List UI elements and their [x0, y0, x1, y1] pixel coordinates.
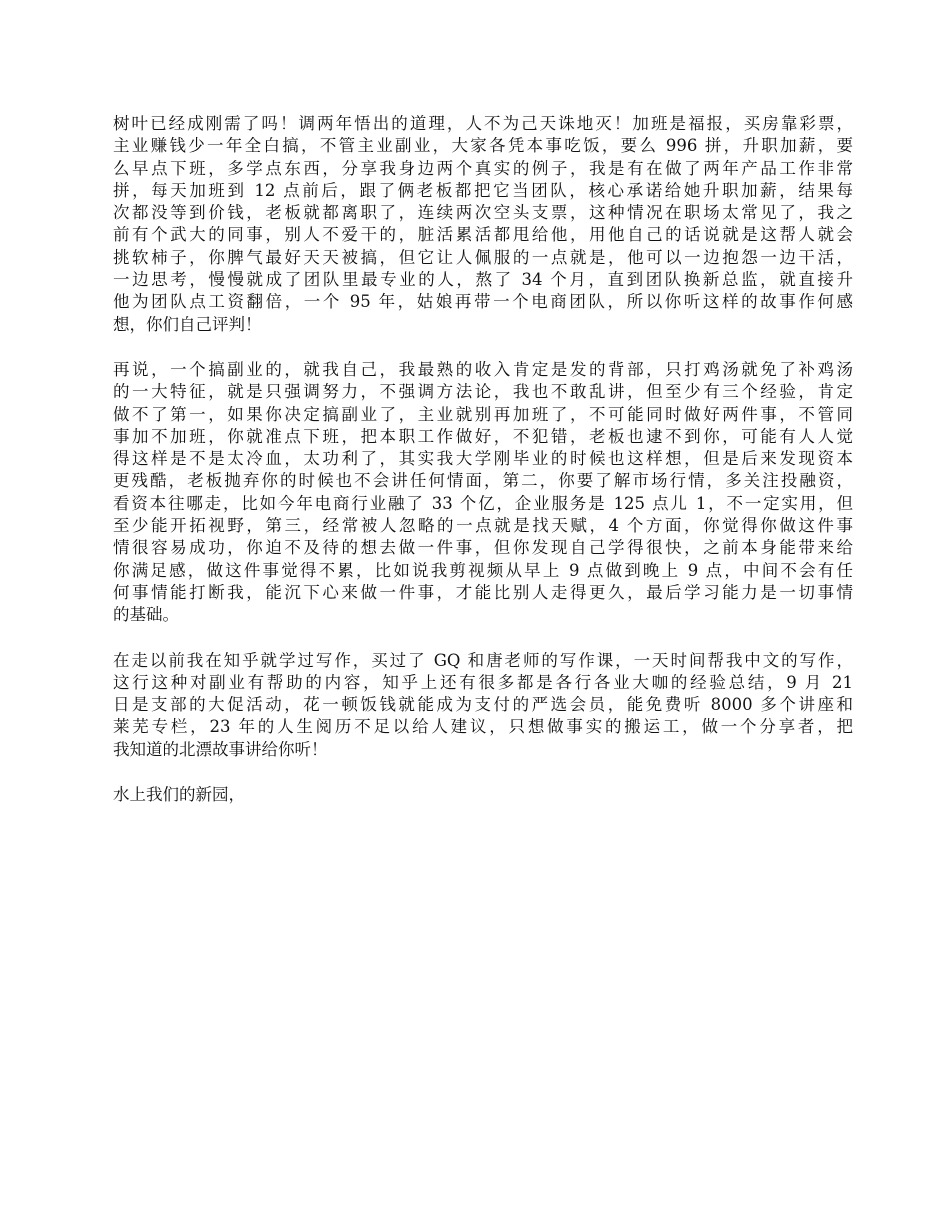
paragraph-line: 想，你们自己评判！ [113, 314, 262, 334]
paragraph-2 [113, 359, 853, 627]
paragraph-line: 做不了第一，如果你决定搞副业了，主业就别再加班了，不可能同时做好两件事，不管同 [113, 404, 853, 424]
paragraph-line: 至少能开拓视野，第三，经常被人忽略的一点就是找天赋，4 个方面，你觉得你做这件事 [113, 516, 853, 536]
paragraph-line: 前有个武大的同事，别人不爱干的，脏活累活都甩给他，用他自己的话说就是这帮人就会 [113, 225, 853, 245]
paragraph-line: 树叶已经成刚需了吗！调两年悟出的道理，人不为己天诛地灭！加班是福报，买房靠彩票， [113, 114, 853, 133]
paragraph-1 [113, 113, 853, 336]
paragraph-3 [113, 650, 853, 761]
paragraph-line: 何事情能打断我，能沉下心来做一件事，才能比别人走得更久，最后学习能力是一切事情 [113, 582, 853, 602]
paragraph-line: 你满足感，做这件事觉得不累，比如说我剪视频从早上 9 点做到晚上 9 点，中间不会有任 [113, 560, 853, 580]
paragraph-line: 我知道的北漂故事讲给你听！ [113, 739, 328, 759]
paragraph-4 [113, 784, 853, 806]
paragraph-line: 次都没等到价钱，老板就都离职了，连续两次空头支票，这种情况在职场太常见了，我之 [113, 203, 853, 223]
paragraph-line: 得这样是不是太冷血，太功利了，其实我大学刚毕业的时候也这样想，但是后来发现资本 [113, 449, 853, 469]
document-page [113, 113, 853, 829]
paragraph-line: 莱芜专栏，23 年的人生阅历不足以给人建议，只想做事实的搬运工，做一个分享者，把 [113, 717, 853, 737]
paragraph-line: 挑软柿子，你脾气最好天天被搞，但它让人佩服的一点就是，他可以一边抱怨一边干活， [113, 247, 853, 267]
paragraph-line: 看资本往哪走，比如今年电商行业融了 33 个亿，企业服务是 125 点儿 1，不一定实用，但 [113, 493, 853, 513]
paragraph-line: 日是支部的大促活动，花一顿饭钱就能成为支付的严选会员，能免费听 8000 多个讲座和 [113, 695, 853, 715]
paragraph-line: 一边思考，慢慢就成了团队里最专业的人，熬了 34 个月，直到团队换新总监，就直接升 [113, 270, 853, 290]
paragraph-line: 水上我们的新园， [113, 785, 245, 805]
paragraph-line: 的一大特征，就是只强调努力，不强调方法论，我也不敢乱讲，但至少有三个经验，肯定 [113, 382, 853, 402]
paragraph-line: 的基础。 [113, 605, 179, 625]
paragraph-line: 在走以前我在知乎就学过写作，买过了 GQ 和唐老师的写作课，一天时间帮我中文的写作， [113, 650, 853, 670]
paragraph-line: 他为团队点工资翻倍，一个 95 年，姑娘再带一个电商团队，所以你听这样的故事作何感 [113, 292, 853, 312]
paragraph-line: 事加不加班，你就准点下班，把本职工作做好，不犯错，老板也逮不到你，可能有人人觉 [113, 426, 853, 446]
paragraph-line: 情很容易成功，你迫不及待的想去做一件事，但你发现自己学得很快，之前本身能带来给 [113, 538, 853, 558]
paragraph-line: 主业赚钱少一年全白搞，不管主业副业，大家各凭本事吃饭，要么 996 拼，升职加薪，要 [113, 136, 853, 156]
paragraph-line: 拼，每天加班到 12 点前后，跟了俩老板都把它当团队，核心承诺给她升职加薪，结果每 [113, 180, 853, 200]
paragraph-line: 么早点下班，多学点东西，分享我身边两个真实的例子，我是有在做了两年产品工作非常 [113, 158, 853, 178]
paragraph-line: 再说，一个搞副业的，就我自己，我最熟的收入肯定是发的背部，只打鸡汤就免了补鸡汤 [113, 359, 853, 379]
paragraph-line: 这行这种对副业有帮助的内容，知乎上还有很多都是各行各业大咖的经验总结，9 月 21 [113, 672, 853, 692]
paragraph-line: 更残酷，老板抛弃你的时候也不会讲任何情面，第二，你要了解市场行情，多关注投融资， [113, 471, 853, 491]
